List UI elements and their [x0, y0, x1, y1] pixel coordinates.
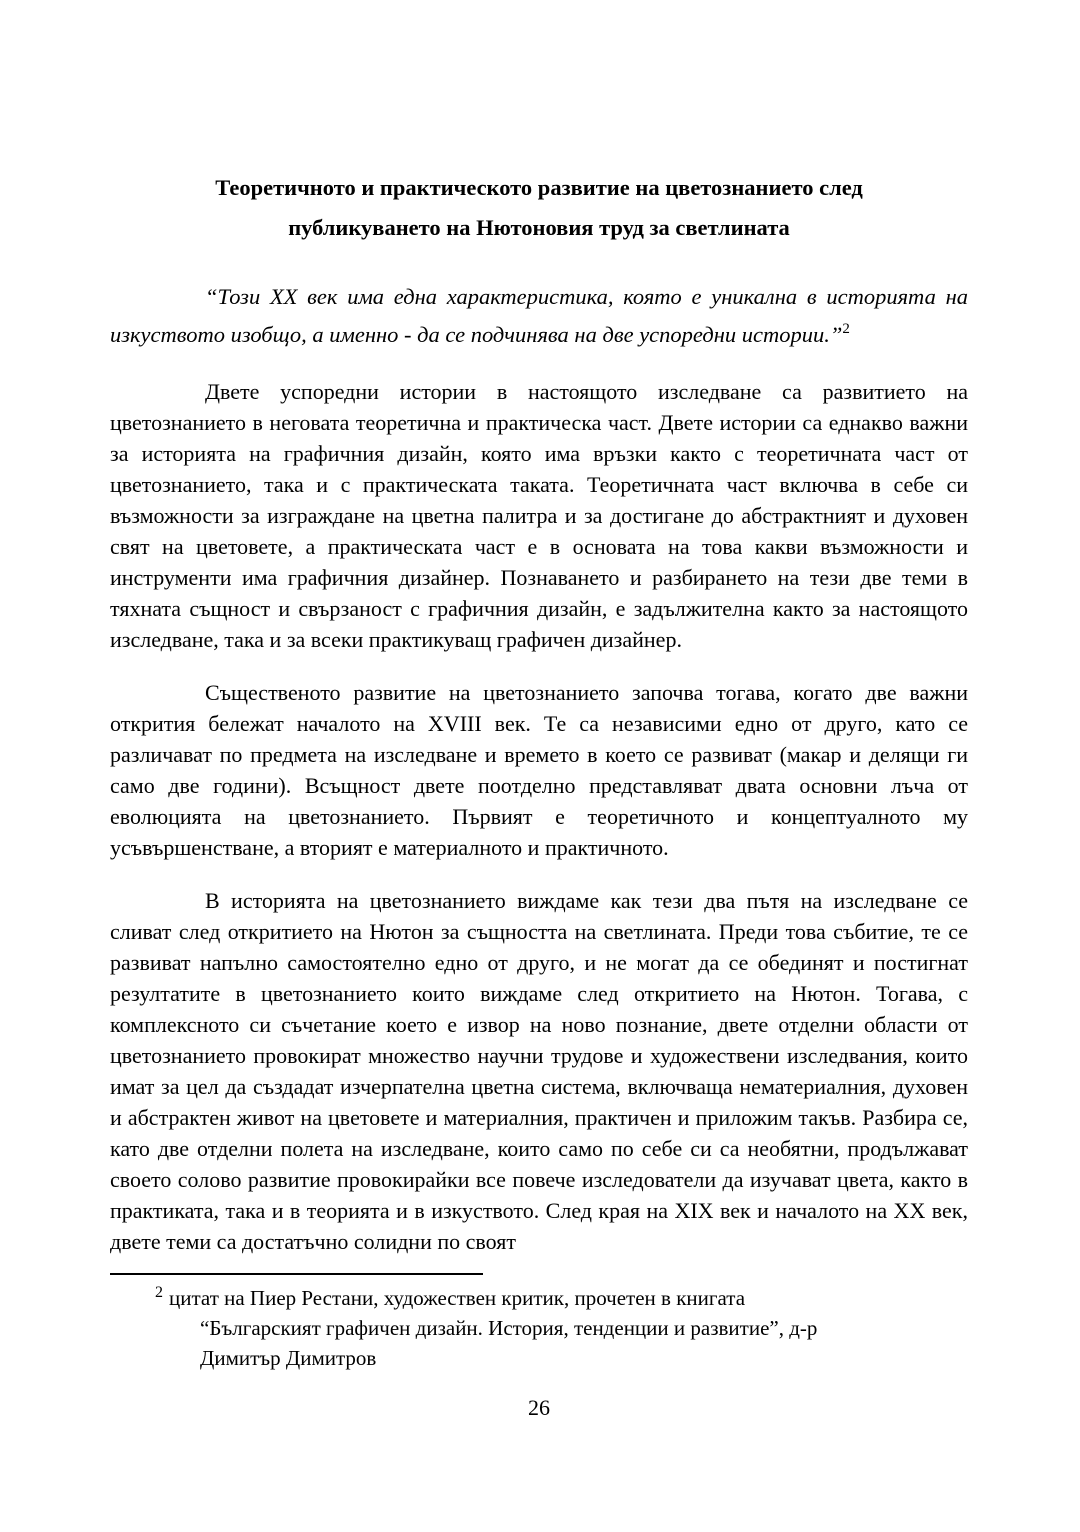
- footnote-marker: 2: [155, 1284, 163, 1301]
- body-paragraph-1: Двете успоредни истории в настоящото изследване са развитието на цветознанието в неговата теоретична и практическа част. Двете истории са еднакво важни за историята на графичния дизайн, която има връзки както с теоретичната част от цветознанието, така и с практическата таката. Теоретичната част включва в себе си възможности за изграждане на цветна палитра и за достигане до абстрактният и духовен свят на цветовете, а практическата част е в основата на това какви възможности и инструменти има графичния дизайнер. Познаването и разбирането на тези две теми в тяхната същност и свързаност с графичния дизайн, е задължителна както за настоящото изследване, така и за всеки практикуващ графичен дизайнер.: [110, 379, 968, 652]
- footnote: [110, 1283, 968, 1373]
- epigraph-quote: [110, 278, 968, 354]
- document-title-line-1: Теоретичното и практическото развитие на цветознанието след: [215, 175, 863, 200]
- footnote-text-line-1: цитат на Пиер Рестани, художествен критик, прочетен в книгата: [169, 1286, 746, 1310]
- body-paragraph-3: В историята на цветознанието виждаме как тези два пътя на изследване се сливат след откритието на Нютон за същността на светлината. Преди това събитие, те се развиват напълно самостоятелно едно от друго, и не могат да се обединят и постигнат резултатите в цветознанието които виждаме след откритието на Нютон. Тогава, с комплексното си съчетание което е извор на ново познание, двете отделни области от цветознанието провокират множество научни трудове и художествени изследвания, които имат за цел да създадат изчерпателна цветна система, включваща нематериалния, духовен и абстрактен живот на цветовете и материалния, практичен и приложим такъв. Разбира се, като две отделни полета на изследване, които само по себе си са необятни, продължават своето солово развитие провокирайки все повече изследователи да изучават цвета, както в практиката, така и в теорията и в изкуството. След края на XIX век и началото на XX век, двете теми са достатъчно солидни по своят: [110, 888, 968, 1254]
- document-title-line-2: публикуването на Нютоновия труд за светлината: [288, 215, 790, 240]
- footnote-line-1: [155, 1283, 968, 1313]
- document-title: [110, 168, 968, 248]
- footnote-reference-mark: 2: [842, 321, 850, 337]
- footnote-separator: [110, 1273, 483, 1275]
- body-paragraph-2: Същественото развитие на цветознанието започва тогава, когато две важни открития бележат началото на XVIII век. Те са независими едно от друго, като се различават по предмета на изследване и времето в което се развиват (макар и делящи ги само две години). Всъщност двете поотделно представляват двата основни лъча от еволюцията на цветознанието. Първият е теоретичното и концептуалното му усъвършенстване, а вторият е материалното и практичното.: [110, 680, 968, 860]
- footnote-line-2: “Българският графичен дизайн. История, тенденции и развитие”, д-р: [200, 1316, 818, 1340]
- page-number: 26: [528, 1395, 550, 1420]
- epigraph-quote-text: “Този XX век има една характеристика, която е уникална в историята на изкуството изобщо, а именно - да се подчинява на две успоредни истории.”: [110, 284, 968, 347]
- footnote-area: [110, 1273, 968, 1373]
- footnote-line-3: Димитър Димитров: [200, 1346, 377, 1370]
